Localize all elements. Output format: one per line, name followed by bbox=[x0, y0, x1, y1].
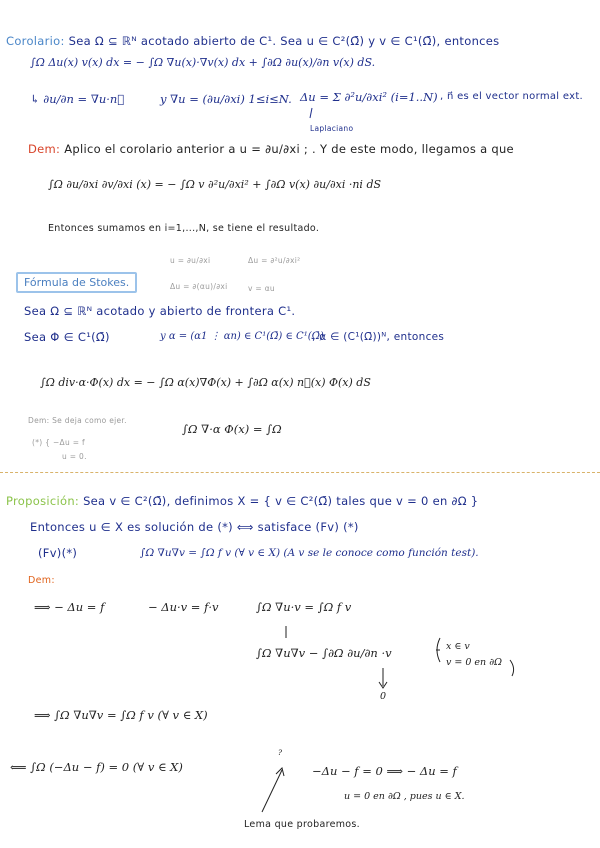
stokes-let: Sea Φ ∈ C¹(Ω̄) bbox=[24, 330, 110, 344]
proposicion-dem-label: Dem: bbox=[28, 575, 55, 586]
step3: ⟹ ∫Ω ∇u∇v = ∫Ω f v (∀ v ∈ X) bbox=[34, 708, 208, 722]
grey-note-c: Δu = ∂(αu)/∂xi bbox=[170, 282, 228, 291]
corolario-formula: ∫Ω Δu(x) v(x) dx = − ∫Ω ∇u(x)·∇v(x) dx + ∫∂Ω ∂u(x)/∂n v(x) dS. bbox=[30, 56, 376, 69]
step1: ⟹ − Δu = f bbox=[34, 600, 105, 614]
fv-label: (Fv)(*) bbox=[38, 546, 78, 560]
lema-note: Lema que probaremos. bbox=[244, 819, 360, 830]
proposicion-label: Proposición: bbox=[6, 494, 80, 508]
dem1-conclusion: Entonces sumamos en i=1,...,N, se tiene el resultado. bbox=[48, 223, 320, 234]
laplaciano-label: Laplaciano bbox=[310, 124, 354, 133]
proposicion-statement: Sea v ∈ C²(Ω̄), definimos X = { v ∈ C²(Ω̄) tales que v = 0 en ∂Ω } bbox=[83, 494, 479, 508]
stokes-vector: y α = (α1 ⋮ αn) ∈ C¹(Ω̄) ∈ C¹(Ω̄) bbox=[160, 331, 324, 342]
question-mark: ? bbox=[278, 748, 283, 757]
brace-left bbox=[436, 638, 440, 662]
dem1-text: Aplico el corolario anterior a u = ∂u/∂xi ; . Y de este modo, llegamos a que bbox=[64, 142, 514, 156]
stokes-partial: ∫Ω ∇·α Φ(x) = ∫Ω bbox=[182, 422, 282, 436]
normal-note: , n⃗ es el vector normal ext. bbox=[440, 91, 584, 102]
brace-line-2: v = 0 en ∂Ω bbox=[446, 657, 502, 668]
stokes-statement: Sea Ω ⊆ ℝᴺ acotado y abierto de frontera C¹. bbox=[24, 304, 296, 318]
fv-formula: ∫Ω ∇u∇v = ∫Ω f v (∀ v ∈ X) (A v se le conoce como función test). bbox=[140, 547, 479, 559]
stokes-then: , α ∈ (C¹(Ω̄))ᴺ, entonces bbox=[312, 331, 445, 343]
step4: ⟸ ∫Ω (−Δu − f) = 0 (∀ v ∈ X) bbox=[10, 760, 183, 774]
grey-note-b: Δu = ∂²u/∂xi² bbox=[248, 256, 301, 265]
grey-note-a: u = ∂u/∂xi bbox=[170, 256, 211, 265]
brace-right bbox=[510, 660, 514, 676]
stokes-formula: ∫Ω div·α·Φ(x) dx = − ∫Ω α(x)∇Φ(x) + ∫∂Ω α(x) n⃗(x) Φ(x) dS bbox=[40, 376, 371, 389]
where-laplacian: Δu = Σ ∂²u/∂xi² (i=1..N) bbox=[300, 90, 438, 104]
where-normal: ↳ ∂u/∂n = ∇u·n⃗ bbox=[30, 92, 125, 106]
step4c: u = 0 en ∂Ω , pues u ∈ X. bbox=[344, 791, 465, 802]
grey-note-d: v = αu bbox=[248, 284, 275, 293]
dem1-label: Dem: bbox=[28, 142, 61, 156]
lemma-arrow bbox=[262, 770, 282, 812]
step4b: −Δu − f = 0 ⟹ − Δu = f bbox=[312, 764, 457, 778]
grey-system-1: (*) { −Δu = f bbox=[32, 438, 85, 447]
dem1-formula: ∫Ω ∂u/∂xi ∂v/∂xi (x) = − ∫Ω v ∂²u/∂xi² + ∫∂Ω v(x) ∂u/∂xi ·ni dS bbox=[48, 178, 382, 191]
corolario-statement: Sea Ω ⊆ ℝᴺ acotado abierto de C¹. Sea u ∈ C²(Ω̄) y v ∈ C¹(Ω̄), entonces bbox=[68, 34, 500, 48]
step1b: − Δu·v = f·v bbox=[148, 600, 219, 614]
laplacian-arrow bbox=[310, 108, 312, 118]
step2: ∫Ω ∇u∇v − ∫∂Ω ∂u/∂n ·v bbox=[256, 646, 392, 660]
stokes-title: Fórmula de Stokes. bbox=[24, 276, 130, 289]
grey-example: Dem: Se deja como ejer. bbox=[28, 416, 127, 425]
where-grad: y ∇u = (∂u/∂xi) 1≤i≤N. bbox=[160, 92, 292, 106]
brace-line-1: x ∈ v bbox=[446, 641, 470, 652]
corolario-label: Corolario: bbox=[6, 34, 65, 48]
proposicion-then: Entonces u ∈ X es solución de (*) ⟺ satisface (Fv) (*) bbox=[30, 520, 359, 534]
step1c: ∫Ω ∇u·v = ∫Ω f v bbox=[256, 600, 352, 614]
zero-value: 0 bbox=[380, 691, 387, 702]
grey-system-2: u = 0. bbox=[62, 452, 87, 461]
